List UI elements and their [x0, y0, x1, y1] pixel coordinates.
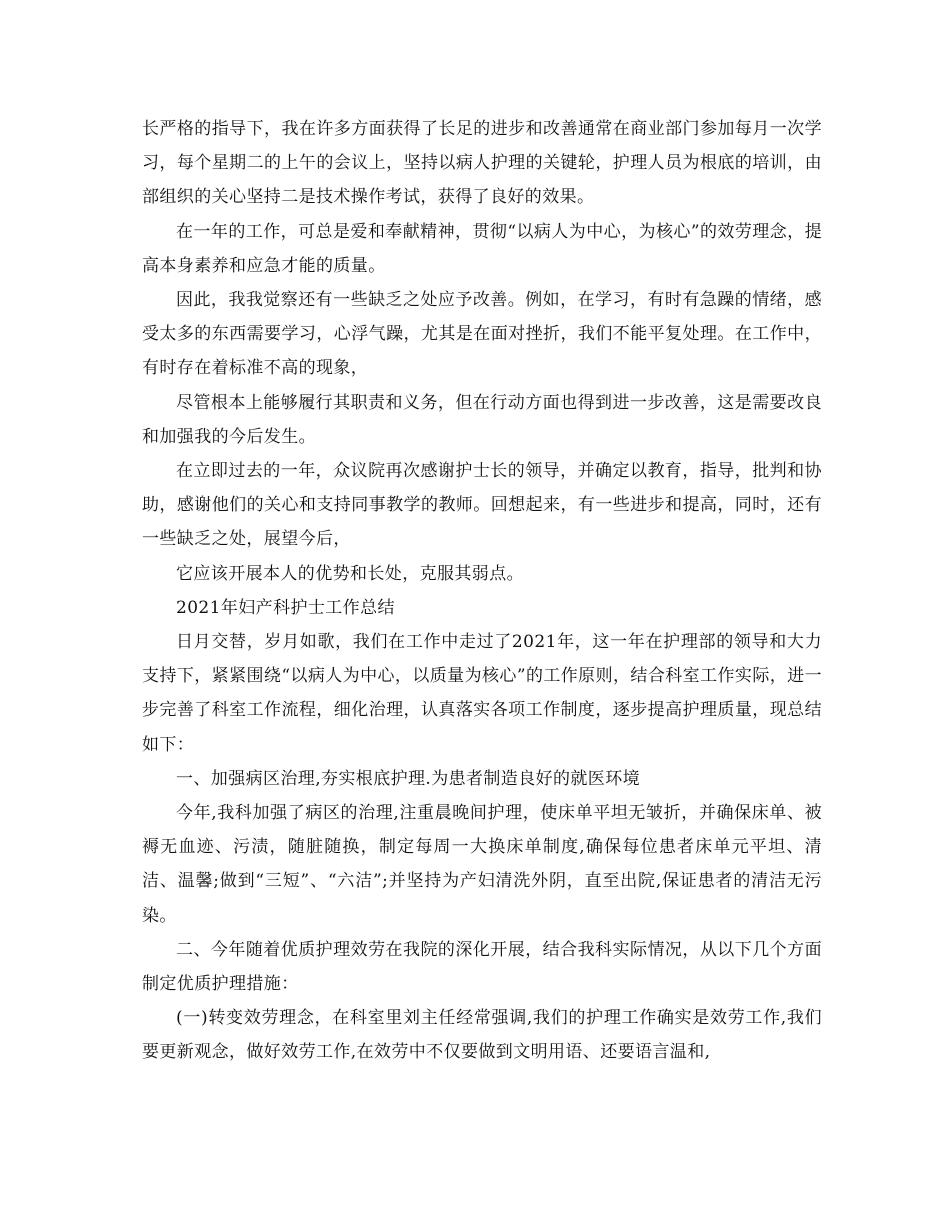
paragraph-10: 今年,我科加强了病区的治理,注重晨晚间护理，使床单平坦无皱折，并确保床单、被褥无血迹、污渍，随脏随换，制定每周一大换床单制度,确保每位患者床单元平坦、清洁、温馨;做到“三短”、“六洁”;并坚持为产妇清洗外阴，直至出院,保证患者的清洁无污染。 [142, 803, 822, 926]
paragraph-3: 因此，我我觉察还有一些缺乏之处应予改善。例如，在学习，有时有急躁的情绪，感受太多的东西需要学习，心浮气躁，尤其是在面对挫折，我们不能平复处理。在工作中，有时存在着标准不高的现象， [142, 290, 822, 379]
paragraph-6: 它应该开展本人的优势和长处，克服其弱点。 [176, 563, 524, 584]
paragraph-1: 长严格的指导下，我在许多方面获得了长足的进步和改善通常在商业部门参加每月一次学习，每个星期二的上午的会议上，坚持以病人护理的关键轮，护理人员为根底的培训，由部组织的关心坚持二是技术操作考试，获得了良好的效果。 [142, 119, 822, 208]
paragraph-8: 日月交替，岁月如歌，我们在工作中走过了2021年，这一年在护理部的领导和大力支持下，紧紧围绕“以病人为中心，以质量为核心”的工作原则，结合科室工作实际，进一步完善了科室工作流程，细化治理，认真落实各项工作制度，逐步提高护理质量，现总结如下： [142, 632, 822, 755]
section-title: 2021年妇产科护士工作总结 [176, 597, 395, 618]
paragraph-12: (一)转变效劳理念，在科室里刘主任经常强调,我们的护理工作确实是效劳工作,我们要更新观念，做好效劳工作,在效劳中不仅要做到文明用语、还要语言温和, [142, 1008, 822, 1063]
document-body [142, 112, 822, 1070]
section-heading-2: 二、今年随着优质护理效劳在我院的深化开展，结合我科实际情况，从以下几个方面制定优质护理措施： [142, 939, 822, 995]
paragraph-2: 在一年的工作，可总是爱和奉献精神，贯彻“以病人为中心，为核心”的效劳理念，提高本身素养和应急才能的质量。 [142, 221, 822, 276]
paragraph-4: 尽管根本上能够履行其职责和义务，但在行动方面也得到进一步改善，这是需要改良和加强我的今后发生。 [142, 392, 822, 447]
section-heading-1: 一、加强病区治理,夯实根底护理.为患者制造良好的就医环境 [176, 768, 641, 789]
paragraph-5: 在立即过去的一年，众议院再次感谢护士长的领导，并确定以教育，指导，批判和协助，感谢他们的关心和支持同事教学的教师。回想起来，有一些进步和提高，同时，还有一些缺乏之处，展望今后， [142, 461, 822, 550]
